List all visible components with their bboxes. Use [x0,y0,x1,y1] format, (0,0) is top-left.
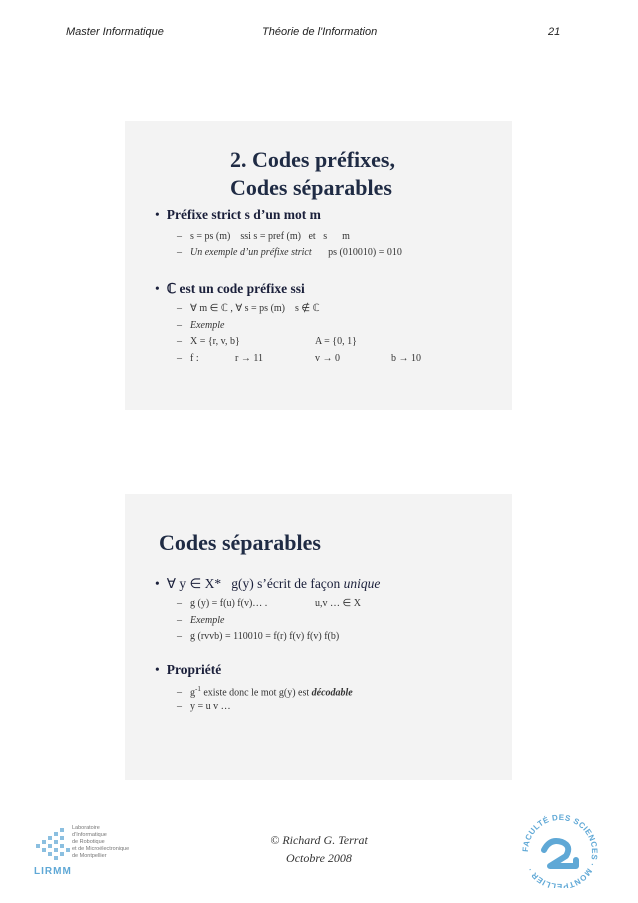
svg-text:FACULTÉ DES SCIENCES · MONTPEL [521,813,599,888]
bullet-text: ∀ y ∈ X* g(y) s’écrit de façon [166,576,341,591]
sub-text: ∀ m ∈ ℂ , ∀ s = ps (m) s ∉ ℂ [190,303,320,314]
sub-text-italic: Exemple [190,320,225,331]
sub-text: existe donc le mot g(y) est [200,687,312,699]
bullet-propriete: • Propriété [155,662,222,677]
sub-text: A = {0, 1} [315,336,357,347]
sub-item: – f : r → 11 v → 0 b → 10 [177,353,421,364]
sub-item: – Exemple [177,320,225,331]
sub-item: – y = u v … [177,701,231,712]
header-left: Master Informatique [66,26,164,38]
logo-line: de Robotique [72,839,105,845]
slide-1 [125,121,512,410]
sub-text: b → 10 [391,353,421,364]
sub-text: v → 0 [315,353,340,364]
sub-text-value: ps (010010) = 010 [328,247,402,258]
bullet-forall: • ∀ y ∈ X* g(y) s’écrit de façon unique [155,576,381,591]
slide-1-title-line1: 2. Codes préfixes, [230,147,395,172]
bullet-text-italic: unique [343,576,381,591]
page-number: 21 [548,26,561,38]
footer-author: © Richard G. Terrat [270,833,368,847]
sub-text: y = u v … [190,701,231,712]
superscript: -1 [195,685,201,693]
bullet-text: Propriété [166,662,222,677]
bullet-prefixe-strict: • Préfixe strict s d’un mot m [155,207,321,222]
sub-text: s = ps (m) ssi s = pref (m) et s m [190,231,350,242]
sub-text-bold: décodable [311,687,353,699]
sub-text-italic: Exemple [190,615,225,626]
faculte-logo-graphic [518,812,602,888]
bullet-code-prefixe: • ℂ est un code préfixe ssi [155,281,305,296]
logo-line: Laboratoire [72,825,100,831]
sub-item: – X = {r, v, b} A = {0, 1} [177,336,357,347]
sub-text-italic: Un exemple d’un préfixe strict [190,247,312,258]
faculte-sciences-logo [518,812,602,888]
sub-item: – ∀ m ∈ ℂ , ∀ s = ps (m) s ∉ ℂ [177,303,320,314]
sub-text: g (y) = f(u) f(v)… . [190,598,268,609]
footer-date: Octobre 2008 [286,851,352,865]
header-center: Théorie de l'Information [262,26,378,38]
sub-text: f : [190,353,199,364]
slide-2 [125,494,512,780]
bullet-text: Préfixe strict s d’un mot m [166,207,321,222]
sub-item: – $g^{-1}$ existe donc le mot g(y) est décodable [177,685,353,699]
sub-text: g [190,687,195,699]
sub-item: – Exemple [177,615,225,626]
logo-line: d’Informatique [72,832,107,838]
sub-text: X = {r, v, b} [190,336,240,347]
logo-line: et de Microélectronique [72,846,130,852]
slide-2-title: Codes séparables [159,530,321,555]
lirmm-acronym: LIRMM [34,866,72,877]
slide-1-title-line2: Codes séparables [230,175,392,200]
sub-text: u,v … ∈ X [315,598,361,609]
sub-item: – g (rvvb) = 110010 = f(r) f(v) f(v) f(b) [177,631,340,642]
sub-item: – Un exemple d’un préfixe strict ps (010010) = 010 [177,247,402,258]
sub-text: r → 11 [235,353,263,364]
logo-ring-text: FACULTÉ DES SCIENCES · MONTPELLIER · [520,812,600,888]
lirmm-logo [34,822,144,882]
sub-item: – g (y) = f(u) f(v)… . u,v … ∈ X [177,598,361,609]
sub-text: g (rvvb) = 110010 = f(r) f(v) f(v) f(b) [190,631,340,642]
bullet-text: ℂ est un code préfixe ssi [166,281,305,296]
logo-line: de Montpellier [72,853,107,859]
sub-item: – s = ps (m) ssi s = pref (m) et s m [177,231,350,242]
